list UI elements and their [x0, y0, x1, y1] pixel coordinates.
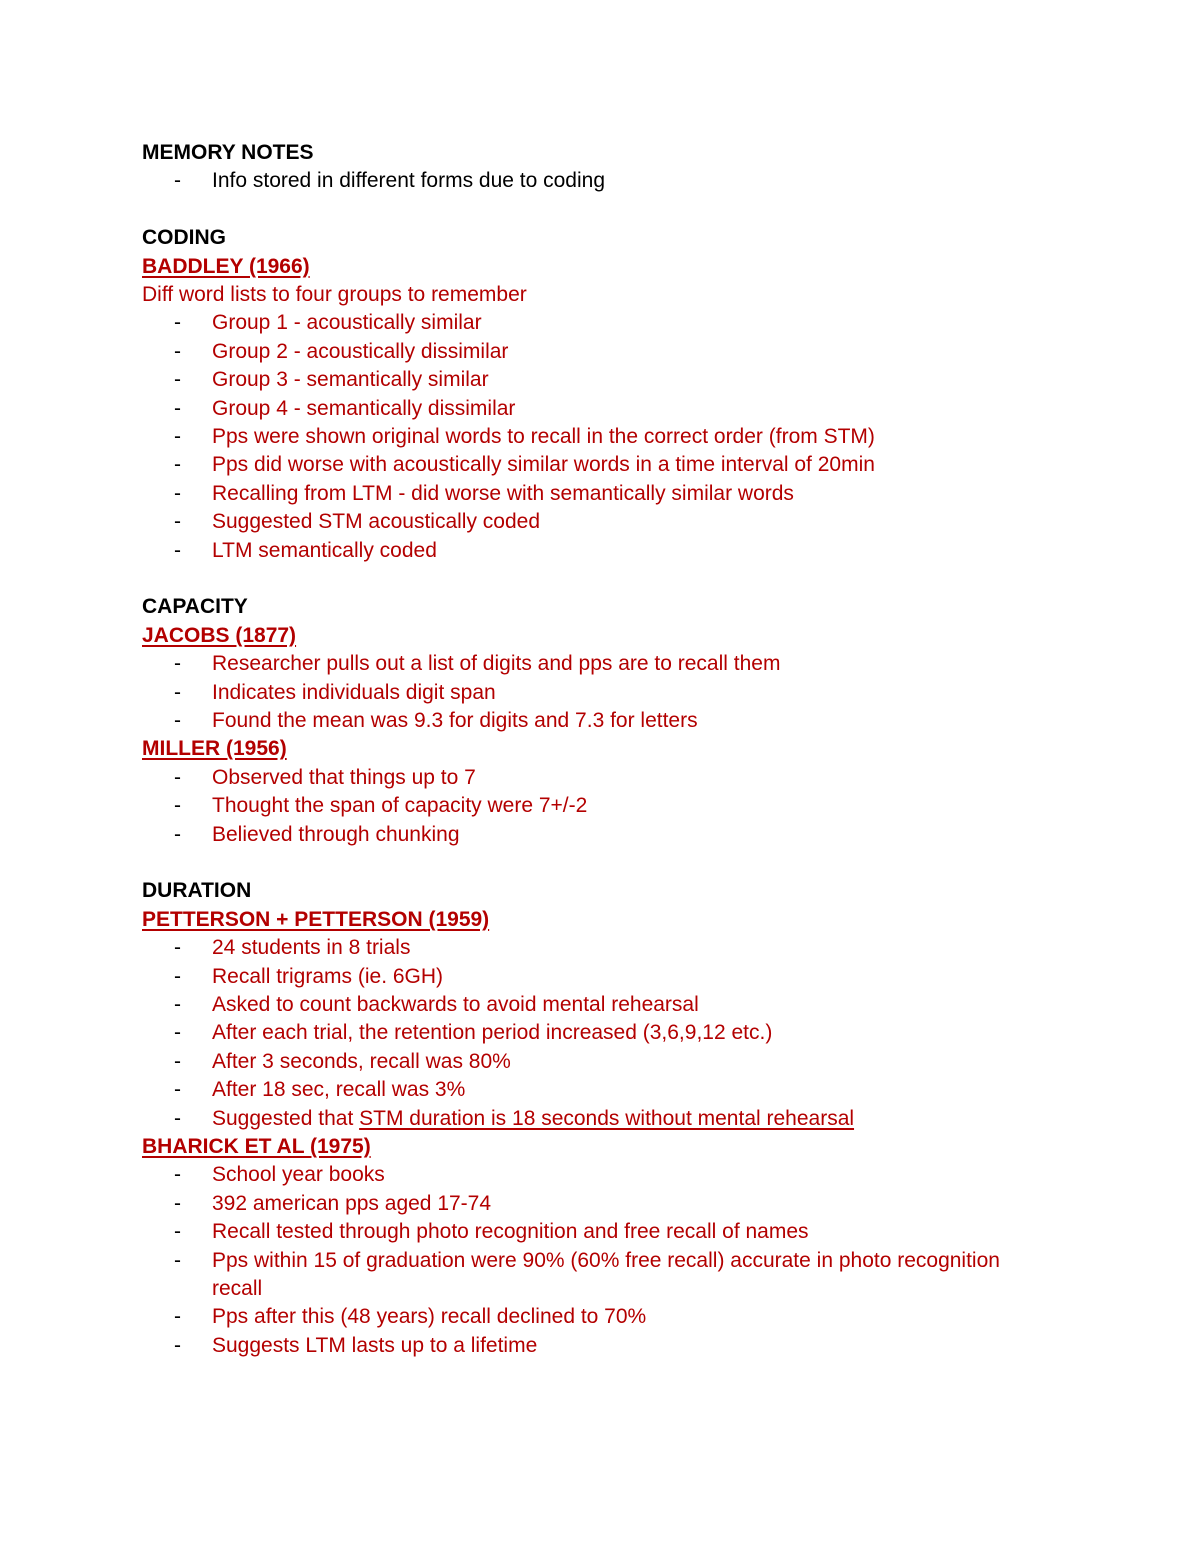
list-item: - Thought the span of capacity were 7+/-2	[174, 794, 588, 818]
study-lead: Diff word lists to four groups to remember	[142, 282, 527, 306]
list-item: - Suggested STM acoustically coded	[174, 510, 541, 534]
list-item: - Believed through chunking	[174, 822, 460, 846]
list-item: - Asked to count backwards to avoid mental rehearsal	[174, 993, 699, 1016]
list-item: - Pps were shown original words to recall in the correct order (from STM)	[174, 424, 875, 448]
intro-point: - Info stored in different forms due to coding	[174, 169, 606, 193]
document-body	[142, 139, 1042, 1360]
study-title-petterson: PETTERSON + PETTERSON (1959)	[142, 907, 490, 931]
list-item: - Suggests LTM lasts up to a lifetime	[174, 1333, 538, 1357]
list-item: - School year books	[174, 1163, 385, 1187]
study-title-jacobs: JACOBS (1877)	[142, 623, 297, 647]
list-item: - Suggested that STM duration is 18 seconds without mental rehearsal	[174, 1106, 855, 1130]
list-item: - Group 4 - semantically dissimilar	[174, 396, 516, 420]
list-item: - Group 1 - acoustically similar	[174, 311, 482, 335]
list-item: - Recall trigrams (ie. 6GH)	[174, 964, 444, 988]
list-item: - Pps after this (48 years) recall declined to 70%	[174, 1305, 647, 1329]
list-item: - After 18 sec, recall was 3%	[174, 1078, 466, 1102]
list-item: - Recalling from LTM - did worse with semantically similar words	[174, 481, 794, 505]
section-heading-coding: CODING	[142, 226, 226, 250]
list-item: - Recall tested through photo recognition and free recall of names	[174, 1220, 809, 1244]
list-item: - After each trial, the retention period increased (3,6,9,12 etc.)	[174, 1021, 773, 1045]
list-item: - Observed that things up to 7	[174, 765, 476, 789]
section-heading-capacity: CAPACITY	[142, 595, 248, 619]
list-item: - Pps within 15 of graduation were 90% (60% free recall) accurate in photo recognition recall	[174, 1248, 1000, 1301]
list-item: - After 3 seconds, recall was 80%	[174, 1049, 511, 1073]
list-item: - Indicates individuals digit span	[174, 680, 496, 704]
list-item: - Found the mean was 9.3 for digits and 7.3 for letters	[174, 709, 698, 732]
list-item: - LTM semantically coded	[174, 538, 437, 562]
study-title-miller: MILLER (1956)	[142, 737, 287, 761]
list-item: - Group 2 - acoustically dissimilar	[174, 339, 509, 363]
underlined-conclusion: STM duration is 18 seconds without mental rehearsal	[359, 1106, 855, 1130]
section-heading-duration: DURATION	[142, 879, 252, 903]
study-title-baddley: BADDLEY (1966)	[142, 254, 310, 278]
study-title-bharick: BHARICK ET AL (1975)	[142, 1135, 371, 1159]
list-item: - Pps did worse with acoustically similar words in a time interval of 20min	[174, 453, 875, 477]
list-item: - 392 american pps aged 17-74	[174, 1191, 492, 1215]
list-item: - Group 3 - semantically similar	[174, 368, 489, 392]
list-item: - Researcher pulls out a list of digits and pps are to recall them	[174, 652, 781, 676]
page-title: MEMORY NOTES	[142, 141, 314, 164]
list-item: - 24 students in 8 trials	[174, 936, 411, 960]
